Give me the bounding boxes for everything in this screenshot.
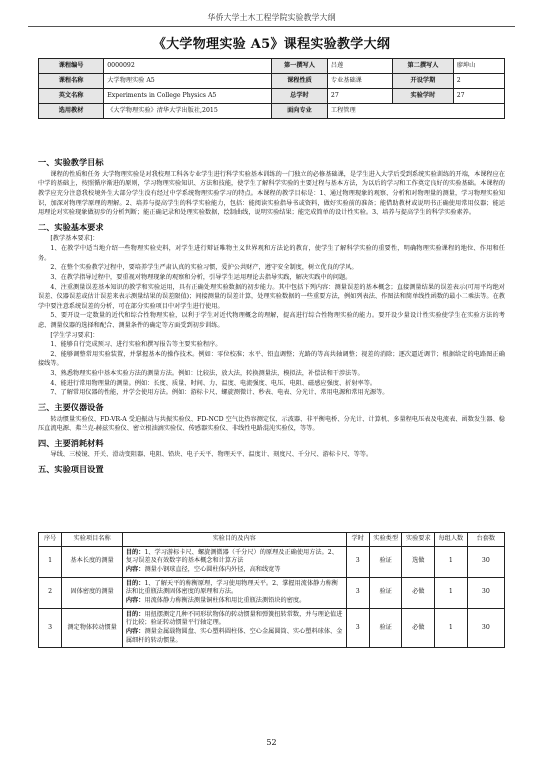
info-label: 课程编号	[39, 59, 104, 74]
info-label: 课程名称	[39, 74, 104, 89]
list-item: 4、注重测量误差基本知识的教学和实验运用，具有正确处理实验数据的初步能力。其中包括下列内容：测量误差的基本概念；直接测量结果的误差表示(可用平均绝对误差、仪器误差或估计误差来表示测量结果的误差限值)；间接测量的误差计算，处理实验数据的一些重要方法，例如列表法、作图法和简单线性函数的最小二乘法等。在教学中要注意系统误差的分析，可在部分实验项目中对学生进行使用。	[38, 283, 505, 310]
column-header: 序号	[39, 533, 62, 547]
cell-hours: 3	[346, 608, 369, 648]
list-item: 7、了解常用仪器的性能，并学会使用方法。例如：游标卡尺、螺旋测微计、秒表、电表、分光计、常用电源和常用光源等。	[50, 389, 389, 397]
info-value: 27	[327, 89, 392, 104]
column-header: 实验项目名称	[62, 533, 123, 547]
course-info-table	[38, 58, 505, 119]
info-label: 实验学时	[393, 89, 454, 104]
info-label: 英文名称	[39, 89, 104, 104]
purpose-text: 1、了解天平的称衡原理，学习使用物理天平。2、掌握用流体静力称衡法和比重瓶法测固体密度的原理和方法。	[125, 579, 338, 596]
cell-no: 2	[39, 577, 62, 608]
info-value: 27	[453, 89, 504, 104]
section-heading: 三、主要仪器设备	[38, 401, 104, 412]
section-heading: 四、主要消耗材料	[38, 437, 104, 448]
cell-sets: 30	[467, 546, 504, 577]
cell-type: 验证	[369, 608, 402, 648]
info-row	[39, 89, 505, 104]
section-heading: 二、实验基本要求	[38, 221, 104, 232]
list-item: 2、能够调整常用实验装置，并掌握基本的操作技术。例如：零位校准；水平、铅直调整；光路的等高共轴调整；视差的消除；逐次逼近调节；根据给定的电路图正确接线等。	[38, 350, 505, 368]
column-header: 每组人数	[435, 533, 468, 547]
column-header: 实验目的及内容	[122, 533, 346, 547]
column-header: 学时	[346, 533, 369, 547]
info-value: Experiments in College Physics A5	[104, 89, 272, 104]
info-value: 廖坤山	[453, 59, 504, 74]
info-label: 面向专业	[272, 104, 328, 119]
info-label: 总学时	[272, 89, 328, 104]
info-value: 2	[453, 74, 504, 89]
info-label: 开设学期	[393, 74, 454, 89]
cell-group-size: 1	[435, 577, 468, 608]
table-row	[39, 577, 505, 608]
page-number: 52	[266, 738, 277, 747]
list-item: 1、在教学中适当地介绍一些物理实验史料，对学生进行辩证唯物主义世界观和方法论的教育，使学生了解科学实验的重要性，明确物理实验课程的地位、作用和任务。	[38, 245, 505, 262]
document-body	[38, 153, 505, 477]
cell-hours: 3	[346, 577, 369, 608]
cell-no: 1	[39, 546, 62, 577]
cell-sets: 30	[467, 608, 504, 648]
purpose-text: 1、学习游标卡尺、螺旋测微器（千分尺）的原理及正确使用方法。2、复习误差及有效数字的基本概念和计算方法	[125, 548, 338, 565]
column-header: 实验要求	[402, 533, 435, 547]
table-row	[39, 608, 505, 648]
cell-no: 3	[39, 608, 62, 648]
cell-sets: 30	[467, 577, 504, 608]
table-header-row	[39, 533, 505, 547]
cell-type: 验证	[369, 546, 402, 577]
cell-purpose	[122, 608, 346, 648]
cell-name: 测定物体转动惯量	[62, 608, 123, 648]
content-label: 内容：	[125, 628, 145, 636]
cell-hours: 3	[346, 546, 369, 577]
info-label: 课程性质	[272, 74, 328, 89]
info-value: 《大学物理实验》清华大学出版社,2015	[104, 104, 272, 119]
content-text: 用流体静力称衡法测量铜柱体和用比重瓶法测铅块的密度。	[144, 597, 306, 605]
list-item: 4、能进行常用物理量的测量。例如：长度、质量、时间、力、温度、电流强度、电压、电阻、磁感应强度、折射率等。	[50, 379, 377, 387]
table-row	[39, 546, 505, 577]
info-row	[39, 59, 505, 74]
column-header: 台套数	[467, 533, 504, 547]
column-header: 实验类型	[369, 533, 402, 547]
info-value: 工程管理	[327, 104, 504, 119]
info-label: 第二撰写人	[393, 59, 454, 74]
info-value: 大学物理实验 A5	[104, 74, 272, 89]
section-heading: 一、实验教学目标	[38, 157, 104, 167]
paragraph: 课程的性质和任务 大学物理实验是对我校理工科各专业学生进行科学实验基本训练的一门独立的必修基础课，是学生进入大学后受到系统实验训练的开端，本课程应在中学的基础上，按照循序渐进的原则，学习物理实验知识、方法和技能，使学生了解科学实验的主要过程与基本方法，为以后的学习和工作奠定良好的实验基础。本课程的教学应充分注意我校境外生大部分学生没有经过中学系统物理实验学习的特点。本课程的教学目标是：1、通过物理现象的观察、分析和对物理量的测量，学习物理实验知识，加深对物理学原理的理解。2、培养与提高学生的科学实验能力，包括：能阅读实验指导书或资料，做好实验前的准备；能借助教材或说明书正确使用常用仪器；能运用理论对实验现象做初步的分析判断；能正确记录和处理实验数据，绘制曲线，说明实验结果；能完成简单的设计性实验。3、培养与提高学生的科学实验素养。	[38, 170, 505, 217]
cell-type: 验证	[369, 577, 402, 608]
info-value: 吕莲	[327, 59, 392, 74]
project-table	[38, 532, 505, 648]
cell-purpose	[122, 577, 346, 608]
content-label: 内容：	[125, 597, 145, 605]
cell-group-size: 1	[435, 608, 468, 648]
info-row	[39, 74, 505, 89]
paragraph: 导线、三棱镜、开关、滑动变阻器、电阻、铅块、电子天平、物理天平、温度计、刻度尺、千分尺、游标卡尺、等等。	[50, 451, 373, 459]
cell-purpose	[122, 546, 346, 577]
purpose-label: 目的：	[125, 579, 145, 587]
content-text: 测量金属载物圆盘、实心塑料圆柱体、空心金属圆筒、实心塑料球体、金属细杆的转动惯量。	[125, 628, 343, 644]
info-value: 专业基础课	[327, 74, 392, 89]
paragraph: 转动惯量实验仪、FD-VR-A 受迫振动与共振实验仪、FD-NCD 空气比热容测定仪、示波器、非平衡电桥、分光计、计算机、多量程电压表及电流表、函数发生器、稳压直流电源、弗兰克-赫兹实验仪、密立根油滴实验仪、传感器实验仪、非线性电路混沌实验仪，等等。	[38, 415, 505, 433]
info-label: 选用教材	[39, 104, 104, 119]
cell-requirement: 选做	[402, 546, 435, 577]
subsection-label: [教学基本要求]：	[50, 235, 99, 243]
cell-requirement: 必做	[402, 608, 435, 648]
list-item: 5、要开设一定数量的近代和综合性物理实验，以利于学生对近代物理概念的理解，提高进行综合性物理实验的能力。要开设少量设计性实验使学生在实验方法的考虑、测量仪器的选择和配合、测量条件的确定等方面受到初步训练。	[38, 312, 505, 329]
purpose-label: 目的：	[125, 610, 145, 618]
cell-requirement: 必做	[402, 577, 435, 608]
info-label: 第一撰写人	[272, 59, 328, 74]
list-item: 3、在教学指导过程中，要重视对物理现象的观察和分析，引导学生运用理论去指导实践，解决实践中的问题。	[50, 273, 352, 281]
purpose-label: 目的：	[125, 548, 145, 556]
list-item: 1、能够自行完成预习、进行实验和撰写报告等主要实验程序。	[50, 341, 222, 349]
content-text: 测量小钢球直径，空心圆柱体内外径，高和线宽等	[144, 566, 281, 574]
purpose-text: 用扭摆测定几种不同形状物体的转动惯量和弹簧扭转常数，并与理论值进行比较；验证转动惯量平行轴定理。	[125, 610, 343, 627]
running-header: 华侨大学土木工程学院实验教学大纲	[28, 12, 515, 27]
document-title: 《大学物理实验 A5》课程实验教学大纲	[152, 37, 391, 52]
section-heading: 五、实验项目设置	[38, 464, 104, 475]
cell-name: 固体密度的测量	[62, 577, 123, 608]
content-label: 内容：	[125, 566, 145, 574]
list-item: 3、熟悉物理实验中基本实验方法的测量方法。例如：比较法，放大法，转换测量法，模拟法，补偿法和干涉法等。	[50, 369, 364, 377]
info-value: 0000092	[104, 59, 272, 74]
info-row	[39, 104, 505, 119]
cell-group-size: 1	[435, 546, 468, 577]
list-item: 2、在整个实验教学过程中，要培养学生严肃认真的实验习惯，爱护公共财产，遵守安全制度，树立优良的学风。	[50, 264, 358, 272]
cell-name: 基本长度的测量	[62, 546, 123, 577]
subsection-label: [学生学习要求]：	[50, 331, 99, 339]
